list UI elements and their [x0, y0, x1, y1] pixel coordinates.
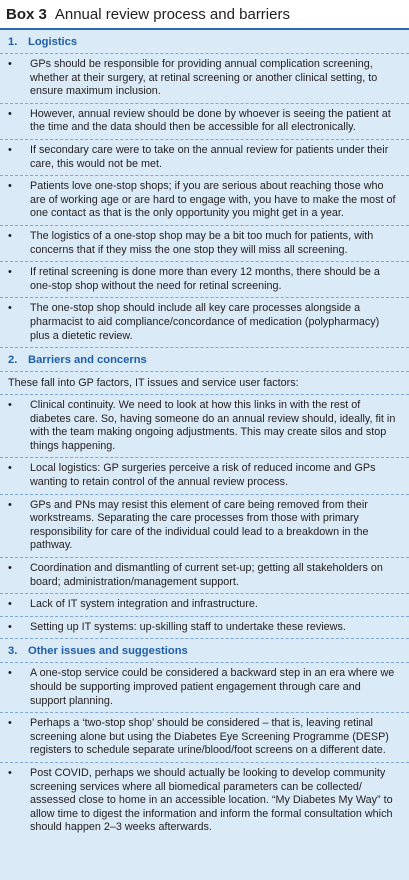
list-item	[0, 663, 409, 713]
bullet-icon: •	[8, 143, 12, 156]
bullet-icon: •	[8, 302, 12, 315]
bullet-icon: •	[8, 180, 12, 193]
list-item-text: Perhaps a ‘two-stop shop’ should be considered – that is, leaving retinal screening alone but using the Diabetes Eye Screening Programme (DESP) registers to schedule separate urine/blood/foot screens on a different date.	[30, 717, 389, 757]
list-item	[0, 54, 409, 104]
list-item	[0, 558, 409, 594]
bullet-icon: •	[8, 107, 12, 120]
list-item	[0, 617, 409, 640]
list-item-text: Lack of IT system integration and infrastructure.	[30, 598, 258, 611]
box-title: Annual review process and barriers	[54, 5, 290, 23]
bullet-icon: •	[8, 229, 12, 242]
bullet-icon: •	[8, 620, 12, 633]
section-2	[0, 348, 409, 639]
box-header	[0, 0, 409, 30]
bullet-icon: •	[8, 766, 12, 779]
section-title: Barriers and concerns	[28, 354, 147, 367]
list-item	[0, 713, 409, 763]
bullet-icon: •	[8, 598, 12, 611]
bullet-icon: •	[8, 58, 12, 70]
list-item	[0, 140, 409, 176]
list-item-text: GPs should be responsible for providing annual complication screening, whether at their surgery, at retinal screening or another clinical setting, to ensure maximum inclusion.	[30, 58, 378, 98]
list-item-text: Setting up IT systems: up-skilling staff to undertake these reviews.	[30, 620, 346, 633]
section-number: 3.	[8, 645, 18, 658]
list-item-text: If retinal screening is done more than every 12 months, there should be a one-stop shop without the need for retinal screening.	[30, 266, 380, 292]
section-intro: These fall into GP factors, IT issues and service user factors:	[0, 372, 409, 395]
section-title: Logistics	[28, 36, 78, 48]
list-item-text: The one-stop shop should include all key care processes alongside a pharmacist to aid compliance/concordance of medication (polypharmacy) plus a dietetic review.	[30, 302, 380, 342]
box-number: Box 3	[6, 5, 47, 23]
section-heading	[0, 348, 409, 372]
bullet-list	[0, 54, 409, 348]
section-number: 1.	[8, 36, 18, 48]
list-item	[0, 495, 409, 558]
list-item	[0, 104, 409, 140]
bullet-icon: •	[8, 266, 12, 279]
section-number: 2.	[8, 354, 18, 367]
list-item-text: Clinical continuity. We need to look at how this links in with the rest of diabetes care. So, having someone do an annual review should, ideally, fit in with the team making ongoing adjustments. This may create silos and stop things happening.	[30, 399, 396, 452]
list-item-text: However, annual review should be done by whoever is seeing the patient at the time and the data should then be accessible for all electronically.	[30, 107, 391, 134]
bullet-list	[0, 663, 409, 839]
section-3	[0, 639, 409, 839]
list-item-text: Local logistics: GP surgeries perceive a risk of reduced income and GPs wanting to retain control of the annual review process.	[30, 462, 376, 489]
list-item-text: Patients love one-stop shops; if you are serious about reaching those who are of working age or are hard to engage with, you have to make the most of one contact as that is the only opportunity you might get in a year.	[30, 180, 396, 220]
bullet-icon: •	[8, 717, 12, 730]
section-title: Other issues and suggestions	[28, 645, 188, 658]
sections-container	[0, 30, 409, 839]
list-item	[0, 763, 409, 839]
bullet-icon: •	[8, 462, 12, 475]
section-1	[0, 30, 409, 348]
list-item	[0, 458, 409, 494]
section-heading	[0, 639, 409, 663]
list-item	[0, 395, 409, 458]
list-item	[0, 176, 409, 226]
list-item-text: GPs and PNs may resist this element of care being removed from their workstreams. Separating the care processes from those with primary responsibility for care of the individual could lead to a breakdown in the pathway.	[30, 498, 369, 552]
bullet-icon: •	[8, 667, 12, 680]
list-item-text: A one-stop service could be considered a backward step in an era where we should be supporting improved patient engagement through care and support planning.	[30, 667, 395, 707]
list-item-text: The logistics of a one-stop shop may be a bit too much for patients, with concerns that if they miss the one stop they will miss all screening.	[30, 229, 374, 256]
list-item	[0, 594, 409, 617]
section-heading	[0, 30, 409, 54]
bullet-list	[0, 395, 409, 639]
list-item-text: Coordination and dismantling of current set-up; getting all stakeholders on board; administration/management support.	[30, 562, 383, 588]
bullet-icon: •	[8, 498, 12, 511]
list-item	[0, 298, 409, 348]
list-item	[0, 262, 409, 298]
list-item	[0, 226, 409, 262]
bullet-icon: •	[8, 562, 12, 575]
bullet-icon: •	[8, 399, 12, 412]
list-item-text: Post COVID, perhaps we should actually be looking to develop community screening services where all biomedical parameters can be collected/ assessed close to home in an accessible location. “My Diabetes My Way” to allow time to digest the information and inform the formal consultation which should happen 2–3 weeks afterwards.	[30, 766, 393, 834]
list-item-text: If secondary care were to take on the annual review for patients under their care, this would not be met.	[30, 143, 389, 170]
